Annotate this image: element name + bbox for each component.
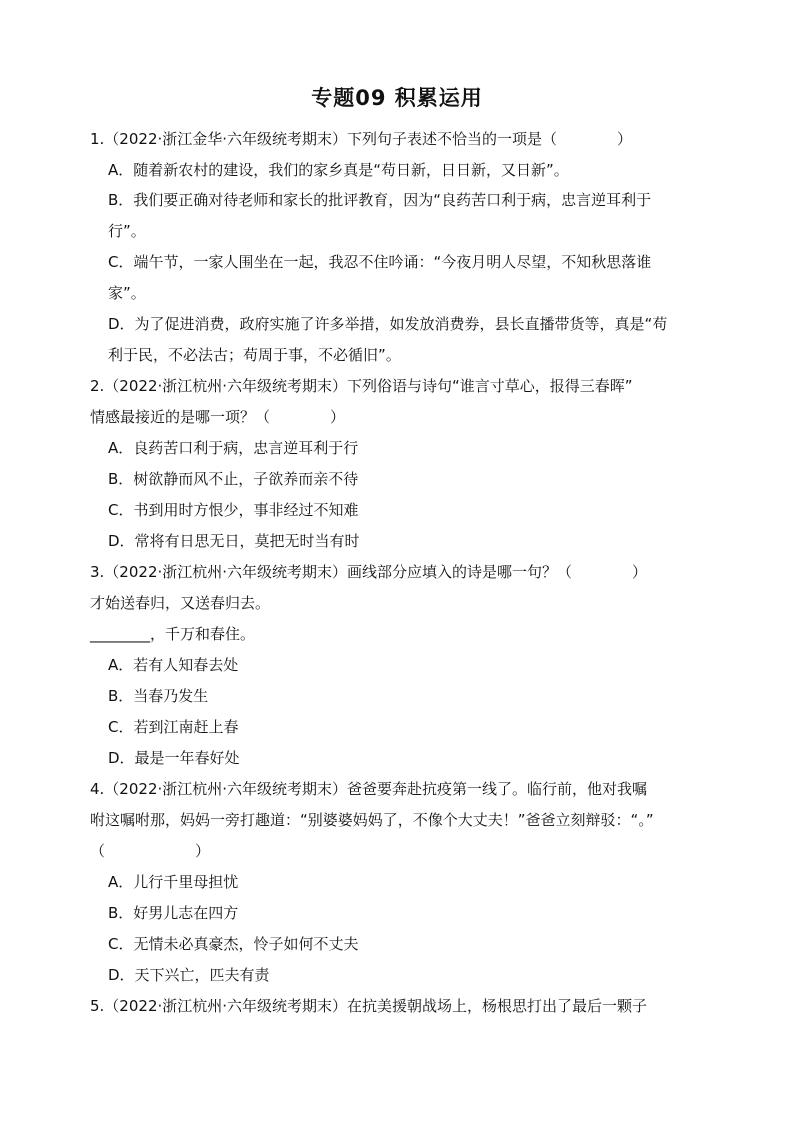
- question-line: 5.（2022·浙江杭州·六年级统考期末）在抗美援朝战场上，杨根思打出了最后一颗子: [90, 997, 648, 1015]
- question-line: 4.（2022·浙江杭州·六年级统考期末）爸爸要奔赴抗疫第一线了。临行前，他对我嘱: [90, 780, 648, 798]
- question-line: 1.（2022·浙江金华·六年级统考期末）下列句子表述不恰当的一项是（ ）: [90, 130, 633, 148]
- page-title: 专题09 积累运用: [311, 86, 483, 110]
- question-continuation: 才始送春归，又送春归去。: [90, 594, 271, 612]
- option-continuation: 家”。: [108, 284, 146, 302]
- option-line: D．天下兴亡，匹夫有责: [108, 966, 270, 984]
- option-line: C．端午节，一家人围坐在一起，我忍不住吟诵：“今夜月明人尽望，不知秋思落谁: [108, 253, 652, 271]
- option-line: D．常将有日思无日，莫把无时当有时: [108, 532, 360, 550]
- question-continuation: ________，千万和春住。: [90, 625, 256, 643]
- question-line: 3.（2022·浙江杭州·六年级统考期末）画线部分应填入的诗是哪一句？（ ）: [90, 563, 648, 581]
- option-line: A．若有人知春去处: [108, 656, 239, 674]
- option-line: B．我们要正确对待老师和家长的批评教育，因为“良药苦口利于病，忠言逆耳利于: [108, 191, 652, 209]
- option-line: B．好男儿志在四方: [108, 904, 239, 922]
- option-line: A．良药苦口利于病，忠言逆耳利于行: [108, 439, 359, 457]
- question-line: 2.（2022·浙江杭州·六年级统考期末）下列俗语与诗句“谁言寸草心，报得三春晖”: [90, 377, 633, 395]
- option-line: C．无情未必真豪杰，怜子如何不丈夫: [108, 935, 359, 953]
- question-continuation: （ ）: [90, 842, 211, 860]
- option-line: A．儿行千里母担忧: [108, 873, 239, 891]
- question-continuation: 情感最接近的是哪一项？（ ）: [90, 408, 346, 426]
- option-continuation: 行”。: [108, 222, 146, 240]
- option-line: D．为了促进消费，政府实施了许多举措，如发放消费券，县长直播带货等，真是“苟: [108, 315, 668, 333]
- option-line: C．若到江南赶上春: [108, 718, 239, 736]
- option-line: C．书到用时方恨少，事非经过不知难: [108, 501, 359, 519]
- option-line: A．随着新农村的建设，我们的家乡真是“苟日新，日日新，又日新”。: [108, 161, 569, 179]
- option-line: B．树欲静而风不止，子欲养而亲不待: [108, 470, 359, 488]
- option-continuation: 利于民，不必法古；苟周于事，不必循旧”。: [108, 346, 401, 364]
- option-line: B．当春乃发生: [108, 687, 209, 705]
- question-continuation: 咐这嘱咐那，妈妈一旁打趣道：“别婆婆妈妈了，不像个大丈夫！”爸爸立刻辩驳：“。”: [90, 811, 654, 829]
- option-line: D．最是一年春好处: [108, 749, 240, 767]
